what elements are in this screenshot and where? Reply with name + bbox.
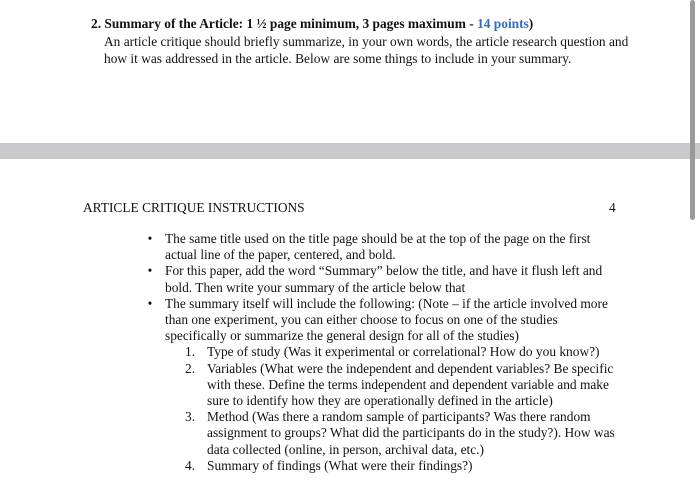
item-text: Variables (What were the independent and dependent variables? Be specific with these. Define the terms independent and dependent variable and make sure to identify how they are operationally defined in the article) (207, 360, 614, 409)
bullet-text: The summary itself will include the following: (Note – if the article involved more than one experiment, you can either choose to focus on one of the studies specifically or summarize the general design for all of the studies) (165, 295, 608, 344)
running-head: ARTICLE CRITIQUE INSTRUCTIONS (83, 200, 305, 215)
bullet-item (145, 231, 620, 263)
document-page-upper (0, 0, 700, 143)
bullet-text: The same title used on the title page should be at the top of the page on the first actual line of the paper, centered, and bold. (165, 231, 591, 263)
bullet-icon: • (147, 295, 153, 311)
points-value: 14 points (477, 16, 529, 31)
item-text: Method (Was there a random sample of participants? Was there random assignment to groups? What did the participants do in the study?). How was data collected (online, in person, archival data, etc.) (207, 409, 615, 457)
heading-text: 2. Summary of the Article: 1 ½ page minimum, 3 pages maximum - (91, 16, 478, 31)
numbered-item (185, 361, 615, 410)
numbered-list (185, 344, 615, 474)
item-text: Type of study (Was it experimental or correlational? How do you know?) (207, 344, 600, 360)
section-paragraph: An article critique should briefly summarize, in your own words, the article research question and how it was addressed in the article. Below are some things to include in your summary. (104, 34, 629, 66)
bullet-icon: • (147, 231, 153, 246)
bullet-list (145, 231, 620, 474)
bullet-text: For this paper, add the word “Summary” below the title, and have it flush left and bold. Then write your summary of the article below that (165, 263, 603, 295)
numbered-item (185, 458, 615, 474)
page-number: 4 (609, 200, 616, 215)
numbered-item (185, 344, 615, 360)
item-text: Summary of findings (What were their findings?) (207, 457, 473, 473)
item-number: 1. (185, 344, 196, 360)
item-number: 4. (185, 457, 196, 473)
page-gap (0, 143, 700, 159)
item-number: 3. (185, 409, 196, 425)
heading-close: ) (528, 16, 534, 31)
scrollbar-thumb[interactable] (690, 0, 695, 220)
item-number: 2. (185, 360, 196, 376)
bullet-item (145, 296, 620, 474)
numbered-item (185, 409, 615, 458)
bullet-icon: • (147, 263, 153, 279)
bullet-item (145, 263, 620, 295)
section-heading (91, 15, 651, 32)
